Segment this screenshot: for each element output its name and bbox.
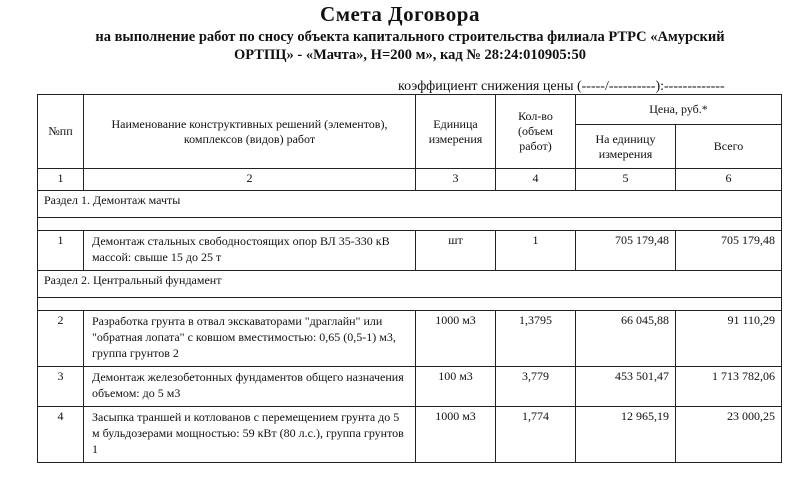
row-number: 3 [38, 367, 84, 407]
unit-of-measure: 1000 м3 [416, 407, 496, 463]
row-number: 2 [38, 311, 84, 367]
unit-of-measure: 1000 м3 [416, 311, 496, 367]
document-subtitle [40, 28, 780, 64]
header-price-group: Цена, руб.* [576, 95, 782, 125]
column-number: 5 [576, 169, 676, 191]
row-number: 1 [38, 231, 84, 271]
header-name: Наименование конструктивных решений (элементов), комплексов (видов) работ [84, 95, 416, 169]
header-no: №пп [38, 95, 84, 169]
column-number: 2 [84, 169, 416, 191]
work-name: Демонтаж железобетонных фундаментов общего назначения объемом: до 5 м3 [84, 367, 416, 407]
column-number: 4 [496, 169, 576, 191]
table-row [38, 231, 782, 271]
column-number: 6 [676, 169, 782, 191]
unit-price: 12 965,19 [576, 407, 676, 463]
subtitle-line-1: на выполнение работ по сносу объекта капитального строительства филиала РТРС «Амурский [95, 29, 725, 45]
table-row [38, 367, 782, 407]
header-unit: Единица измерения [416, 95, 496, 169]
unit-price: 705 179,48 [576, 231, 676, 271]
total-price: 705 179,48 [676, 231, 782, 271]
quantity: 3,779 [496, 367, 576, 407]
quantity: 1 [496, 231, 576, 271]
work-name: Засыпка траншей и котлованов с перемещением грунта до 5 м бульдозерами мощностью: 59 кВт (80 л.с.), группа грунтов 1 [84, 407, 416, 463]
section-title: Раздел 1. Демонтаж мачты [38, 191, 782, 218]
header-unit-price: На единицу измерения [576, 125, 676, 169]
column-number-row [38, 169, 782, 191]
quantity: 1,774 [496, 407, 576, 463]
table-row [38, 311, 782, 367]
document-title: Смета Договора [320, 2, 480, 26]
total-price: 23 000,25 [676, 407, 782, 463]
total-price: 91 110,29 [676, 311, 782, 367]
table-row [38, 407, 782, 463]
work-name: Разработка грунта в отвал экскаваторами "драглайн" или "обратная лопата" с ковшом вместимостью: 0,65 (0,5-1) м3, группа грунтов 2 [84, 311, 416, 367]
section-title: Раздел 2. Центральный фундамент [38, 271, 782, 298]
header-qty: Кол-во (объем работ) [496, 95, 576, 169]
unit-price: 453 501,47 [576, 367, 676, 407]
price-reduction-coefficient: коэффициент снижения цены (-----/----------):------------- [398, 79, 725, 94]
subtitle-line-2: ОРТПЦ» - «Мачта», Н=200 м», кад № 28:24:010905:50 [233, 47, 587, 63]
unit-of-measure: 100 м3 [416, 367, 496, 407]
total-price: 1 713 782,06 [676, 367, 782, 407]
header-total: Всего [676, 125, 782, 169]
column-number: 3 [416, 169, 496, 191]
quantity: 1,3795 [496, 311, 576, 367]
section-header [38, 191, 782, 218]
section-header [38, 271, 782, 298]
unit-price: 66 045,88 [576, 311, 676, 367]
column-number: 1 [38, 169, 84, 191]
row-number: 4 [38, 407, 84, 463]
unit-of-measure: шт [416, 231, 496, 271]
estimate-table [37, 94, 782, 463]
work-name: Демонтаж стальных свободностоящих опор ВЛ 35-330 кВ массой: свыше 15 до 25 т [84, 231, 416, 271]
